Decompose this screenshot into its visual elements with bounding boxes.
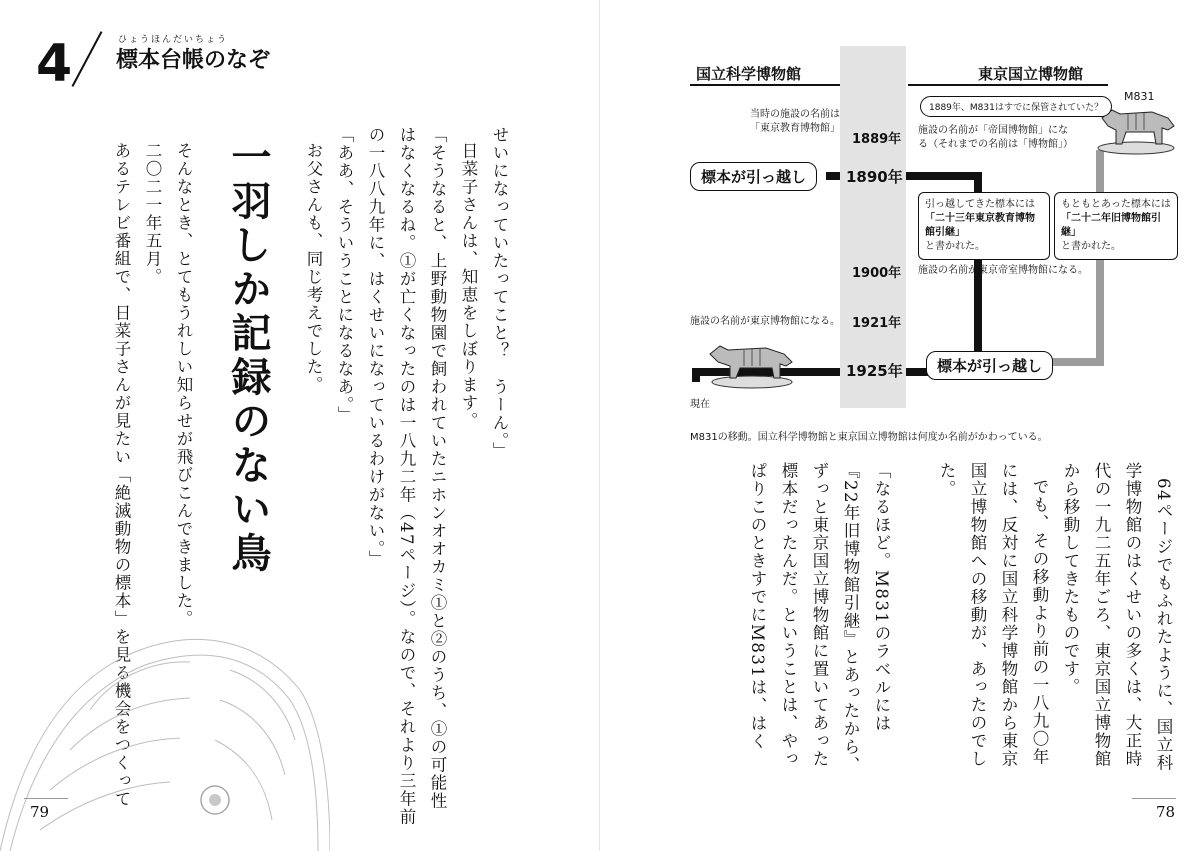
page-number: 78 xyxy=(1156,803,1176,821)
box-line: と書かれた。 xyxy=(925,241,985,252)
note-left-top: 当時の施設の名前は「東京教育博物館」 xyxy=(750,109,840,134)
body-column: そんなとき、とてもうれしい知らせが飛びこんできました。 xyxy=(174,142,193,628)
year-label: 1921年 xyxy=(852,316,902,331)
body-column: 日菜子さんは、知恵をしぼります。 xyxy=(459,142,478,430)
body-column: の一八八九年に、はくせいになっているわけがない。」 xyxy=(366,126,385,568)
year-label: 1890年 xyxy=(846,168,903,186)
note-1900: 施設の名前が東京帝室博物館になる。 xyxy=(918,265,1088,276)
column-title-tohaku: 東京国立博物館 xyxy=(978,65,1084,83)
column-rule xyxy=(908,84,1108,86)
body-column: には、反対に国立科学博物館から東京 xyxy=(999,462,1018,768)
body-column: ぱりこのときすでにM831は、はく xyxy=(748,462,767,751)
body-column: 「ああ、そういうことになるなあ。」 xyxy=(335,126,354,424)
page-number: 79 xyxy=(30,803,50,821)
body-column: 64ページでもふれたように、国立科 xyxy=(1154,478,1173,772)
move-label-1890: 標本が引っ越し xyxy=(690,162,817,191)
box-line: 引っ越してきた標本には xyxy=(925,199,1035,210)
body-column: た。 xyxy=(937,462,956,498)
section-heading: 一羽しか記録のない鳥 xyxy=(225,136,271,576)
body-column: 二〇二一年五月。 xyxy=(143,142,162,286)
page-number-rule xyxy=(1132,798,1176,799)
column-title-kahaku: 国立科学博物館 xyxy=(696,65,802,83)
box-original-specimen xyxy=(1054,192,1178,260)
note-present: 現在 xyxy=(690,399,710,410)
body-column: お父さんも、同じ考えでした。 xyxy=(304,142,323,394)
figure-caption: M831の移動。国立科学博物館と東京国立博物館は何度か名前がかわっている。 xyxy=(690,432,1048,443)
year-label: 1900年 xyxy=(852,266,902,281)
body-column: あるテレビ番組で、日菜子さんが見たい「絶滅動物の標本」を見る機会をつくって xyxy=(112,142,131,808)
box-line-bold: 「二十三年東京教育博物館引継」 xyxy=(925,213,1035,238)
body-column: でも、その移動より前の一八九〇年 xyxy=(1030,478,1049,766)
page-number-rule xyxy=(24,798,68,799)
box-line: と書かれた。 xyxy=(1061,241,1121,252)
chapter-number: 4 xyxy=(36,34,73,94)
body-column: はなくなるね。①が亡くなったのは一八九二年（47ページ）。なので、それより三年前 xyxy=(397,126,416,826)
chapter-title: 標本台帳のなぞ xyxy=(116,48,271,73)
body-column: 国立博物館への移動が、あったのでし xyxy=(968,462,987,768)
body-column: ずっと東京国立博物館に置いてあった xyxy=(810,462,829,768)
body-column: から移動してきたものです。 xyxy=(1061,462,1080,696)
body-column: 「なるほど。M831のラベルには xyxy=(872,462,891,733)
box-line: もともとあった標本には xyxy=(1061,199,1171,210)
column-rule xyxy=(690,84,840,86)
box-line-bold: 「二十二年旧博物館引継」 xyxy=(1061,213,1161,238)
wolf-specimen-icon xyxy=(704,334,800,390)
box-moved-specimen xyxy=(918,192,1050,260)
year-label: 1889年 xyxy=(852,132,902,147)
chapter-slash xyxy=(72,31,103,87)
body-column: 代の一九二五年ごろ、東京国立博物館 xyxy=(1092,462,1111,768)
right-page xyxy=(600,0,1200,851)
chapter-title-ruby: ひょうほんだいちょう xyxy=(118,35,229,45)
body-column: 学博物館のはくせいの多くは、大正時 xyxy=(1123,462,1142,768)
specimen-label: M831 xyxy=(1124,90,1155,103)
move-label-1925: 標本が引っ越し xyxy=(926,351,1053,380)
body-column: 『22年旧博物館引継』とあったから、 xyxy=(841,462,860,774)
body-column: せいになっていたってこと？ うーん。」 xyxy=(490,126,509,460)
bird-sketch-illustration xyxy=(0,560,330,851)
body-column: 「そうなると、上野動物園で飼われていたニホンオオカミ①と②のうち、①の可能性 xyxy=(428,126,447,810)
speech-bubble: 1889年、M831はすでに保管されていた？ xyxy=(920,96,1112,117)
note-1921: 施設の名前が東京博物館になる。 xyxy=(690,316,840,327)
body-column: 標本だったんだ。ということは、やっ xyxy=(779,462,798,768)
year-label: 1925年 xyxy=(846,362,903,380)
note-1889: 施設の名前が「帝国博物館」になる（それまでの名前は「博物館」） xyxy=(918,125,1073,150)
